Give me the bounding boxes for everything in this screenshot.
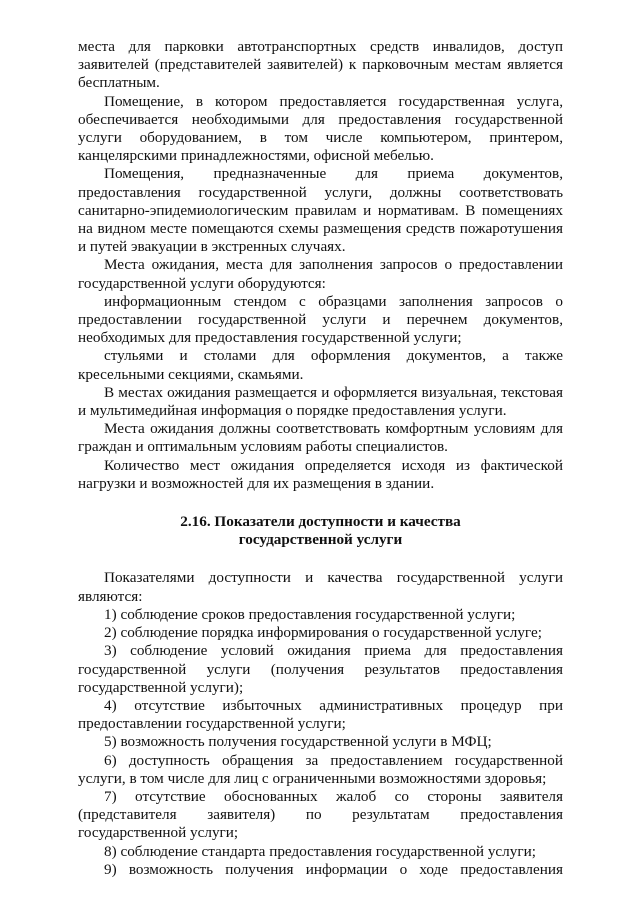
paragraph: 4) отсутствие избыточных административных процедур при предоставлении государственной услуги; — [78, 696, 563, 733]
paragraph: 8) соблюдение стандарта предоставления государственной услуги; — [104, 842, 536, 860]
section-heading-line-2: государственной услуги — [238, 531, 403, 549]
paragraph: Места ожидания должны соответствовать комфортным условиям для граждан и оптимальным условиям работы специалистов. — [78, 420, 563, 456]
paragraph: 1) соблюдение сроков предоставления государственной услуги; — [104, 605, 516, 623]
paragraph: стульями и столами для оформления документов, а также кресельными секциями, скамьями. — [78, 347, 563, 383]
paragraph: Помещения, предназначенные для приема документов, предоставления государственной услуги, должны соответствовать санитарно-эпидемиологическим правилам и нормативам. В помещениях на видном месте помещаются схемы размещения средств пожаротушения и путей эвакуации в экстренных случаях. — [78, 165, 563, 256]
paragraph: В местах ожидания размещается и оформляется визуальная, текстовая и мультимедийная информация о порядке предоставления услуги. — [78, 383, 563, 420]
paragraph: Количество мест ожидания определяется исходя из фактической нагрузки и возможностей для их размещения в здании. — [78, 456, 563, 492]
paragraph: информационным стендом с образцами заполнения запросов о предоставлении государственной услуги и перечнем документов, необходимых для предоставления государственной услуги; — [78, 292, 563, 347]
paragraph: 9) возможность получения информации о ходе предоставления — [104, 860, 563, 878]
paragraph: 5) возможность получения государственной услуги в МФЦ; — [104, 733, 492, 751]
text-block-quality-indicators — [78, 569, 563, 878]
paragraph: 6) доступность обращения за предоставлением государственной услуги, в том числе для лиц с ограниченными возможностями здоровья; — [78, 751, 563, 787]
paragraph: места для парковки автотранспортных средств инвалидов, доступ заявителей (представителей заявителей) к парковочным местам является бесплатным. — [78, 38, 563, 92]
text-block-premises-requirements — [78, 38, 563, 493]
paragraph: 3) соблюдение условий ожидания приема для предоставления государственной услуги (получения результатов предоставления государственной услуги); — [78, 642, 563, 696]
paragraph: Места ожидания, места для заполнения запросов о предоставлении государственной услуги оборудуются: — [78, 256, 563, 292]
paragraph: 2) соблюдение порядка информирования о государственной услуге; — [104, 624, 542, 642]
section-heading-line-1: 2.16. Показатели доступности и качества — [180, 513, 461, 531]
paragraph: Показателями доступности и качества государственной услуги являются: — [78, 569, 563, 605]
paragraph: 7) отсутствие обоснованных жалоб со стороны заявителя (представителя заявителя) по результатам предоставления государственной услуги; — [78, 787, 563, 842]
section-heading — [78, 513, 563, 549]
paragraph: Помещение, в котором предоставляется государственная услуга, обеспечивается необходимыми для предоставления государственной услуги оборудованием, в том числе компьютером, принтером, канцелярскими принадлежностями, офисной мебелью. — [78, 92, 563, 165]
document-page — [78, 38, 563, 879]
